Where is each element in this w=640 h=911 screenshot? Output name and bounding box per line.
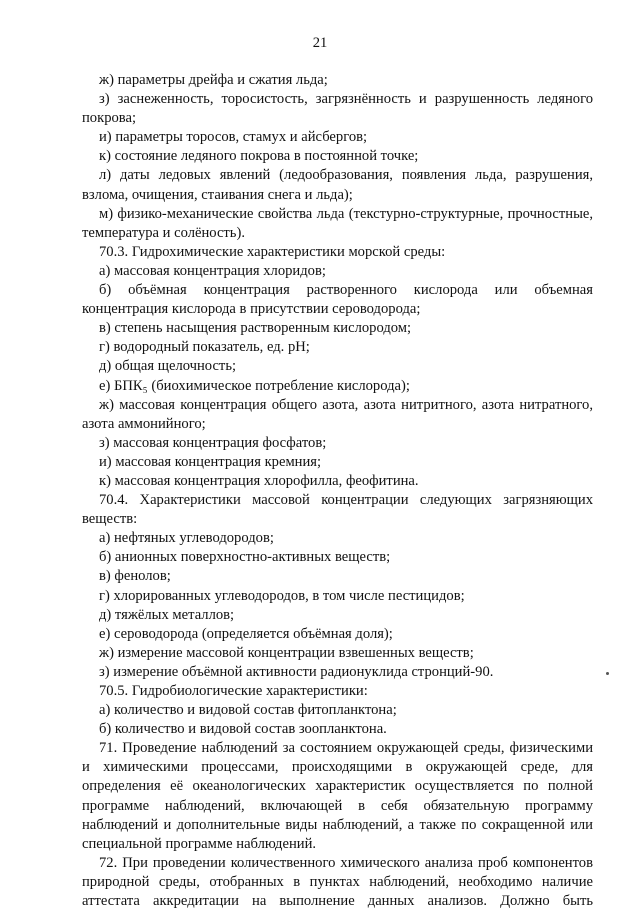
document-body (82, 71, 593, 911)
page-number: 21 (312, 35, 328, 51)
section-heading-70-5: 70.5. Гидробиологические характеристики: (99, 683, 368, 699)
paragraph-72: 72. При проведении количественного химического анализа проб компонентов природной среды, отобранных в пунктах наблюдений, необходимо наличие аттестата аккредитации на выполнение данных анализов. Должно быть (82, 854, 593, 910)
list-item-oxygen-saturation: в) степень насыщения растворенным кислородом; (99, 320, 412, 337)
list-item-ice-phenomena-dates: л) даты ледовых явлений (ледообразования, появления льда, разрушения, взлома, очищения, стаивания снега и льда); (82, 167, 593, 203)
list-item-hummocks: и) параметры торосов, стамух и айсбергов; (99, 129, 368, 146)
list-item-chlorophyll: к) массовая концентрация хлорофилла, феофитина. (99, 472, 419, 489)
section-heading-70-3: 70.3. Гидрохимические характеристики морской среды: (99, 243, 446, 260)
list-item-zooplankton: б) количество и видовой состав зоопланктона. (99, 721, 387, 738)
list-item-silicon: и) массовая концентрация кремния; (99, 453, 322, 470)
list-item-ice-mechanical: м) физико-механические свойства льда (текстурно-структурные, прочностные, температура и солёность). (82, 205, 593, 241)
list-item-ice-fixed-point: к) состояние ледяного покрова в постоянной точке; (99, 148, 419, 165)
list-item-alkalinity: д) общая щелочность; (99, 358, 237, 375)
list-item-oil-hydrocarbons: а) нефтяных углеводородов; (99, 530, 274, 547)
list-item-ice-snow-cover: з) заснеженность, торосистость, загрязнённость и разрушенность ледяного покрова; (82, 91, 593, 127)
list-item-bod5: е) БПК₅ (биохимическое потребление кислорода); (99, 377, 410, 394)
list-item-phosphates: з) массовая концентрация фосфатов; (99, 434, 327, 451)
list-item-nitrogen: ж) массовая концентрация общего азота, азота нитритного, азота нитратного, азота аммонийного; (82, 396, 593, 432)
list-item-strontium-90: з) измерение объёмной активности радионуклида стронций-90. (99, 663, 494, 680)
section-heading-70-4: 70.4. Характеристики массовой концентрации следующих загрязняющих веществ: (82, 492, 593, 528)
list-item-heavy-metals: д) тяжёлых металлов; (99, 606, 235, 623)
list-item-chlorides: а) массовая концентрация хлоридов; (99, 262, 326, 279)
paragraph-71: 71. Проведение наблюдений за состоянием окружающей среды, физическими и химическими процессами, происходящими в окружающей среде, для определения её океанологических характеристик осуществляется по полной программе наблюдений, включающей в себя обязательную программу наблюдений и дополнительные виды наблюдений, а также по сокращенной или специальной программе наблюдений. (82, 740, 593, 852)
list-item-chlorinated-hydrocarbons: г) хлорированных углеводородов, в том числе пестицидов; (99, 587, 465, 604)
list-item-ice-drift: ж) параметры дрейфа и сжатия льда; (99, 72, 328, 88)
list-item-ph: г) водородный показатель, ед. pH; (99, 339, 310, 356)
list-item-hydrogen-sulfide: е) сероводорода (определяется объёмная доля); (99, 625, 393, 642)
list-item-surfactants: б) анионных поверхностно-активных веществ; (99, 549, 391, 566)
list-item-phytoplankton: а) количество и видовой состав фитопланктона; (99, 702, 397, 719)
list-item-dissolved-oxygen: б) объёмная концентрация растворенного кислорода или объемная концентрация кислорода в присутствии сероводорода; (82, 282, 593, 318)
scan-speck (606, 672, 609, 675)
list-item-suspended-solids: ж) измерение массовой концентрации взвешенных веществ; (99, 644, 474, 661)
list-item-phenols: в) фенолов; (99, 568, 171, 585)
